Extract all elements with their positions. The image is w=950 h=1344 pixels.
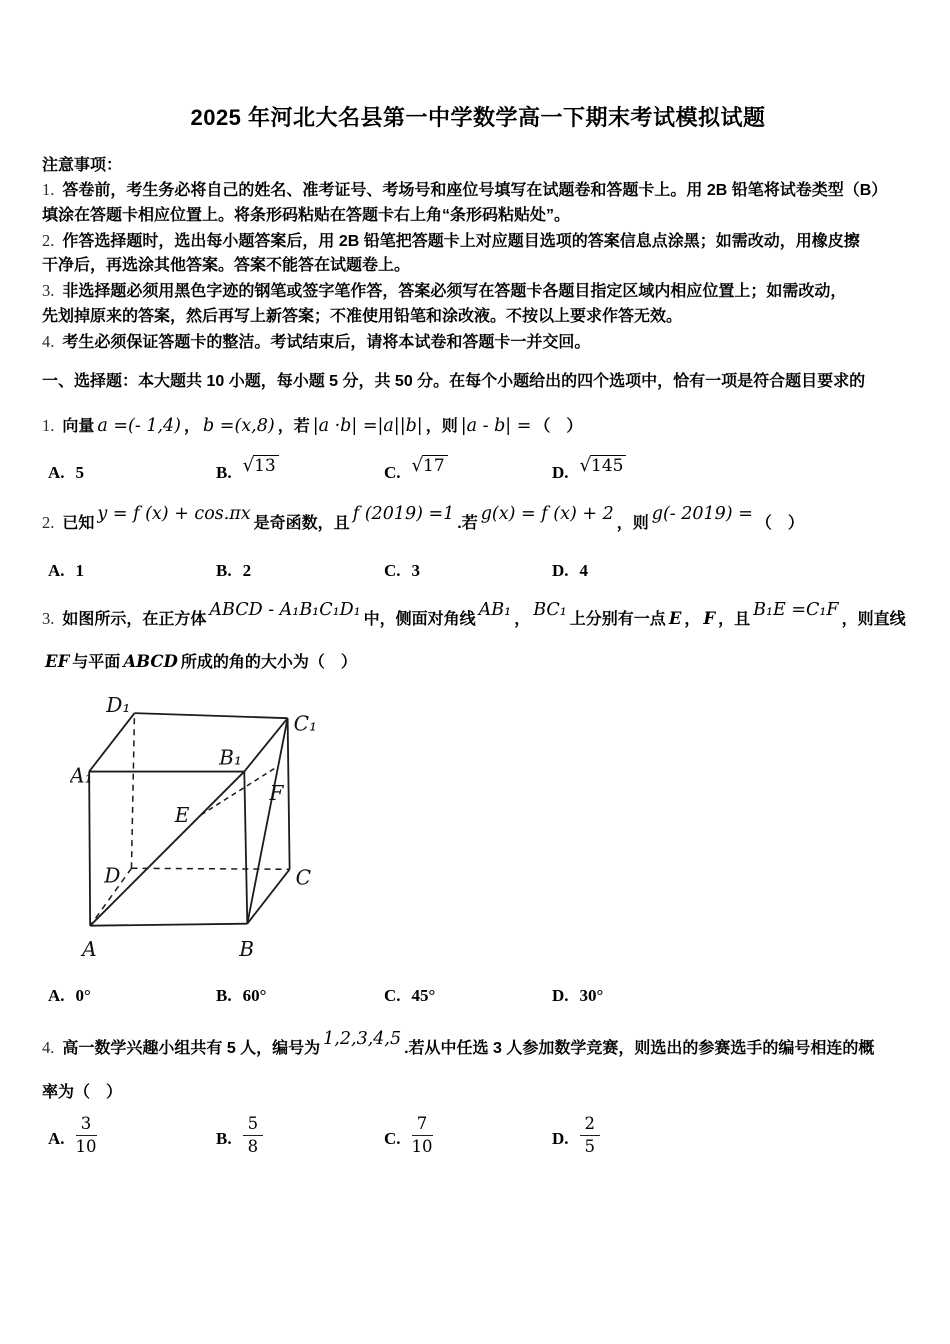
question-4-text-line2	[42, 1078, 914, 1108]
math-run: |a - b| =	[460, 415, 532, 436]
radicand: 13	[253, 455, 279, 476]
math-run: AB₁	[478, 599, 512, 620]
option-letter: A.	[48, 462, 65, 482]
option-value	[243, 455, 279, 476]
question-2	[42, 503, 914, 581]
option-value: 5	[75, 462, 85, 482]
text-run: （ ）	[534, 417, 583, 435]
math-run: B₁E =C₁F	[753, 599, 839, 620]
label-A: A	[82, 936, 97, 961]
math-run: ABCD	[123, 651, 178, 671]
option-letter: A.	[48, 985, 65, 1005]
notice-item-number: 4.	[42, 331, 55, 351]
notice-item-line: 填涂在答题卡相应位置上。将条形码粘贴在答题卡右上角“条形码粘贴处”。	[42, 206, 571, 224]
text-run: 高一数学兴趣小组共有 5 人，编号为	[62, 1039, 321, 1057]
fraction-numerator: 7	[412, 1114, 433, 1137]
option-A	[48, 561, 216, 581]
fraction-numerator: 5	[243, 1114, 264, 1137]
text-run: ，	[514, 610, 531, 628]
text-run: ，若	[277, 417, 310, 435]
text-run: 是奇函数，且	[253, 514, 350, 532]
option-value: 0°	[75, 985, 91, 1005]
option-letter: B.	[216, 985, 232, 1005]
option-B	[216, 561, 384, 581]
option-value: 4	[579, 560, 589, 580]
option-letter: A.	[48, 1128, 65, 1148]
option-value: 45°	[411, 985, 436, 1005]
math-run: ABCD - A₁B₁C₁D₁	[209, 599, 361, 620]
option-C	[384, 454, 552, 483]
option-A	[48, 463, 216, 483]
math-run: F	[703, 608, 716, 628]
label-F: F	[269, 780, 284, 805]
question-3-options	[42, 986, 914, 1006]
option-A	[48, 1113, 216, 1162]
cube-svg	[70, 696, 342, 966]
fraction-denominator: 10	[75, 1137, 97, 1157]
option-value	[580, 1114, 601, 1158]
option-letter: B.	[216, 1128, 232, 1148]
label-C: C	[295, 864, 312, 889]
notice-item-number: 1.	[42, 180, 55, 199]
math-run: E	[668, 608, 682, 628]
option-letter: A.	[48, 560, 65, 580]
option-letter: D.	[552, 985, 569, 1005]
label-B: B	[239, 936, 255, 961]
option-C	[384, 986, 552, 1006]
text-run: ，	[684, 610, 701, 628]
notice-item-number: 3.	[42, 281, 55, 301]
math-run: BC₁	[533, 599, 567, 620]
option-letter: B.	[216, 560, 232, 580]
text-run: 向量	[62, 417, 95, 435]
cube-hidden-edges	[90, 713, 289, 926]
section-one-header: 一、选择题：本大题共 10 小题，每小题 5 分，共 50 分。在每个小题给出的四个选项中，恰有一项是符合题目要求的	[42, 372, 866, 390]
option-D	[552, 454, 914, 483]
option-letter: C.	[384, 462, 401, 482]
question-3-text-line1	[42, 599, 914, 635]
notice-item-line: 3. 非选择题必须用黑色字迹的钢笔或签字笔作答，答案必须写在答题卡各题目指定区域内相应位置上；如需改动，	[42, 281, 847, 301]
label-C1: C₁	[293, 710, 318, 735]
question-3	[42, 599, 914, 1006]
option-letter: C.	[384, 985, 401, 1005]
radicand: 145	[590, 455, 626, 476]
text-run: ，则	[616, 514, 649, 532]
math-run: EF	[45, 651, 70, 671]
option-value: 60°	[242, 985, 267, 1005]
text-run: ，则直线	[841, 610, 906, 628]
math-run: f (2019) =1	[352, 503, 455, 524]
option-value	[76, 1114, 97, 1158]
fraction-numerator: 3	[76, 1114, 97, 1137]
math-run: |a ·b| =|a||b|	[312, 415, 423, 436]
notice-item-line: 先划掉原来的答案，然后再写上新答案；不准使用铅笔和涂改液。不按以上要求作答无效。	[42, 307, 683, 325]
cube-vertex-labels	[70, 696, 317, 961]
option-letter: C.	[384, 560, 401, 580]
math-run: y = f (x) + cos.πx	[97, 503, 251, 524]
option-letter: C.	[384, 1128, 401, 1148]
option-D	[552, 986, 914, 1006]
label-D1: D₁	[106, 695, 131, 717]
cube-figure	[70, 696, 914, 966]
question-2-text	[42, 503, 914, 539]
question-4-text-line1	[42, 1028, 914, 1064]
option-B	[216, 986, 384, 1006]
text-run: ，且	[718, 610, 751, 628]
page-title: 2025 年河北大名县第一中学数学高一下期末考试模拟试题	[190, 105, 766, 130]
option-B	[216, 454, 384, 483]
question-4-options	[42, 1113, 914, 1162]
notice-item-line: 4. 考生必须保证答题卡的整洁。考试结束后，请将本试卷和答题卡一并交回。	[42, 331, 591, 351]
option-letter: D.	[552, 462, 569, 482]
option-C	[384, 561, 552, 581]
text-run: ，则	[425, 417, 458, 435]
notice-item-line: 2. 作答选择题时，选出每小题答案后，用 2B 铅笔把答题卡上对应题目选项的答案信息点涂黑；如需改动，用橡皮擦	[42, 230, 860, 250]
question-number: 2.	[42, 512, 55, 532]
text-run: .若从中任选 3 人参加数学竞赛，则选出的参赛选手的编号相连的概	[404, 1039, 875, 1057]
option-value	[412, 455, 448, 476]
option-D	[552, 1113, 914, 1162]
math-run: a =(- 1,4)	[97, 415, 182, 436]
text-run: 中，侧面对角线	[363, 610, 476, 628]
notice-item-number: 2.	[42, 230, 55, 250]
question-1	[42, 411, 914, 483]
label-B1: B₁	[219, 745, 242, 770]
question-2-options	[42, 561, 914, 581]
text-run: （ ）	[755, 514, 804, 532]
text-run: ，	[184, 417, 201, 435]
math-run: g(x) = f (x) + 2	[480, 503, 614, 524]
math-run: 1,2,3,4,5	[323, 1028, 402, 1049]
text-run: 率为（ ）	[42, 1083, 123, 1101]
fraction-denominator: 5	[584, 1137, 596, 1157]
notice-item-line: 1. 答卷前，考生务必将自己的姓名、准考证号、考场号和座位号填写在试题卷和答题卡上。用 2B 铅笔将试卷类型（B）	[42, 180, 888, 199]
option-C	[384, 1113, 552, 1162]
option-letter: B.	[216, 462, 232, 482]
fraction-numerator: 2	[580, 1114, 601, 1137]
fraction-denominator: 8	[247, 1137, 259, 1157]
radical-sign: √	[242, 454, 255, 476]
label-D: D	[104, 862, 121, 887]
label-E: E	[174, 802, 190, 827]
text-run: 上分别有一点	[569, 610, 666, 628]
text-run: 所成的角的大小为（ ）	[180, 653, 357, 671]
text-run: .若	[457, 514, 478, 532]
radical-sign: √	[579, 454, 592, 476]
notice-items	[42, 178, 914, 356]
option-value: 3	[411, 560, 421, 580]
question-4	[42, 1028, 914, 1162]
option-value	[412, 1114, 433, 1158]
radicand: 17	[422, 455, 448, 476]
question-number: 1.	[42, 415, 55, 435]
fraction-denominator: 10	[411, 1137, 433, 1157]
math-run: g(- 2019) =	[651, 503, 753, 524]
radical-sign: √	[411, 454, 424, 476]
option-value	[243, 1114, 264, 1158]
notice-item-line: 干净后，再选涂其他答案。答案不能答在试题卷上。	[42, 257, 411, 275]
option-D	[552, 561, 914, 581]
question-number: 3.	[42, 608, 55, 628]
option-B	[216, 1113, 384, 1162]
question-number: 4.	[42, 1037, 55, 1057]
text-run: 如图所示，在正方体	[62, 610, 207, 628]
math-run: b =(x,8)	[203, 415, 275, 436]
option-A	[48, 986, 216, 1006]
option-value: 1	[75, 560, 85, 580]
option-value: 30°	[579, 985, 604, 1005]
notice-section	[42, 153, 914, 356]
question-1-text	[42, 411, 914, 442]
text-run: 与平面	[72, 653, 121, 671]
option-value: 2	[242, 560, 252, 580]
question-3-text-line2	[42, 647, 914, 678]
label-A1: A₁	[70, 763, 93, 788]
option-value	[580, 455, 627, 476]
option-letter: D.	[552, 1128, 569, 1148]
text-run: 已知	[62, 514, 95, 532]
notice-heading: 注意事项：	[42, 157, 123, 174]
option-letter: D.	[552, 560, 569, 580]
question-1-options	[42, 454, 914, 483]
